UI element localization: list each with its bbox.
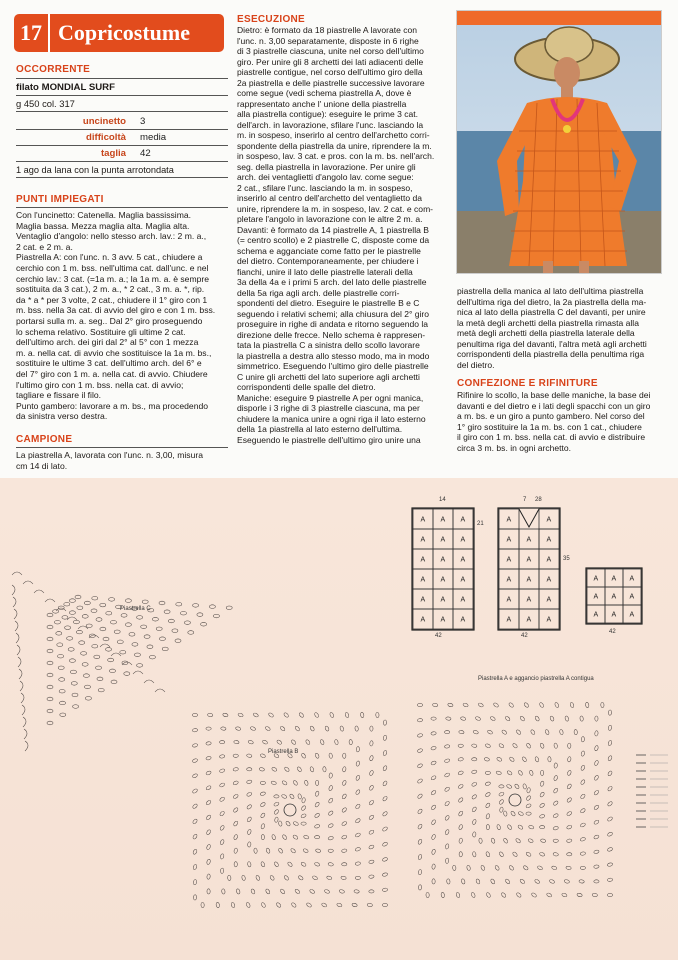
col3-text: piastrella della manica al lato dell'ultima piastrella dell'ultima riga del dietro, la 2a piastrella della ma- nica al lato della piastrella C del davanti, per unire la metà degli archetti della piastrella rimasta alla metà degli archetti della piastrella laterale della penultima riga del davanti, l'altra metà agli archetti corrispondenti della piastrella della penultima riga del dietro. bbox=[457, 286, 647, 370]
campione-section bbox=[16, 434, 228, 471]
pattern-title-banner bbox=[14, 14, 224, 52]
tile-letter: A bbox=[420, 516, 426, 524]
tile-letter: A bbox=[440, 576, 446, 584]
occorrente-heading: OCCORRENTE bbox=[16, 64, 91, 75]
tile-letter: A bbox=[440, 516, 446, 524]
crochet-charts bbox=[0, 555, 678, 955]
tile-letter: A bbox=[460, 536, 466, 544]
campione-heading: CAMPIONE bbox=[16, 434, 73, 445]
tile-letter: A bbox=[440, 616, 446, 624]
dim-label: 35 bbox=[563, 556, 570, 562]
tile-letter: A bbox=[546, 576, 552, 584]
tile-letter: A bbox=[526, 536, 532, 544]
tile-letter: A bbox=[629, 593, 635, 601]
tile-letter: A bbox=[506, 536, 512, 544]
tile-letter: A bbox=[611, 611, 617, 619]
tile-letter: A bbox=[420, 536, 426, 544]
tile-letter: A bbox=[526, 596, 532, 604]
needle-note: 1 ago da lana con la punta arrotondata bbox=[16, 165, 174, 175]
yarn-name: filato MONDIAL SURF bbox=[16, 82, 115, 93]
tile-letter: A bbox=[546, 596, 552, 604]
model-photo bbox=[456, 10, 662, 274]
pattern-number: 17 bbox=[14, 14, 50, 52]
chart-piastrella-a bbox=[417, 702, 613, 898]
tile-letter: A bbox=[420, 556, 426, 564]
occorrente-section bbox=[16, 64, 228, 178]
esecuzione-section bbox=[237, 14, 449, 445]
chart-legend bbox=[636, 755, 668, 827]
tile-letter: A bbox=[460, 576, 466, 584]
chart-piastrella-b bbox=[192, 712, 388, 908]
dim-label: 21 bbox=[477, 521, 484, 527]
tile-letter: A bbox=[546, 616, 552, 624]
tile-letter: A bbox=[593, 611, 599, 619]
punti-heading: PUNTI IMPIEGATI bbox=[16, 194, 104, 205]
tile-letter: A bbox=[420, 596, 426, 604]
tile-letter: A bbox=[546, 536, 552, 544]
tile-letter: A bbox=[440, 596, 446, 604]
tile-letter: A bbox=[506, 596, 512, 604]
punti-text: Con l'uncinetto: Catenella. Maglia bassissima. Maglia bassa. Mezza maglia alta. Maglia alta. Ventaglio d'angolo: nello stesso arch. lav.: 2 m. a., 2 cat. e 2 m. a. Piastrella A: con l'unc. n. 3 avv. 5 cat., chiudere a cerchio con 1 m. bss. nell'ultima cat. dall'unc. e nel cerchio lav.: 3 cat. (=1a m. a.; la 1a m. a. è sempre sostituita da 3 cat.), 2 m. a., * 2 cat., 3 m. a. *, rip. da * a * per 3 volte, 2 cat., chiudere il 1° giro con 1 m. bss. nella 3a cat. di avvio del giro e con 1 m. bss. portarsi sulla m. a. seg.. Dal 2° giro proseguendo lo schema relativo. Sostituire gli ultime 2 cat. dell'ultimo arch. dei giri dal 2° al 5° con 1 mezza m. a. nella cat. di avvio che sostituisce la 1a m. bs., sostituire le ultime 3 cat. dell'ultimo arch. del 6° e del 7° giro con 1 m. a. nella cat. di avvio. Chiudere l'ultimo giro con 1 m. bss. nella cat. di avvio; tagliare e fissare il filo. Punto gambero: lavorare a m. bs., ma procedendo da sinistra verso destra. bbox=[16, 210, 216, 422]
confezione-text: Rifinire lo scollo, la base delle maniche, la base dei davanti e del dietro e i lati degli spacchi con un giro a m. bs. e un giro a punto gambero. Nel corso del 1° giro sostituire la 1a m. bs. con 1 cat., chiudere il giro con 1 m. bss. nella cat. di avvio e distribuire circa 3 m. bs. in ogni archetto. bbox=[457, 390, 651, 453]
dim-label: 14 bbox=[439, 497, 446, 503]
tile-letter: A bbox=[460, 616, 466, 624]
dim-label: 28 bbox=[535, 497, 542, 503]
confezione-heading: CONFEZIONE E RIFINITURE bbox=[457, 378, 598, 389]
yarn-amount: g 450 col. 317 bbox=[16, 98, 75, 109]
dim-label: 7 bbox=[523, 497, 527, 503]
chart-a-label: Piastrella A e aggancio piastrella A contigua bbox=[478, 676, 594, 682]
tile-letter: A bbox=[420, 576, 426, 584]
tile-letter: A bbox=[440, 536, 446, 544]
tile-letter: A bbox=[460, 516, 466, 524]
spec-row-size: taglia 42 bbox=[100, 148, 151, 159]
tile-letter: A bbox=[506, 556, 512, 564]
tile-letter: A bbox=[546, 556, 552, 564]
tile-letter: A bbox=[526, 616, 532, 624]
tile-letter: A bbox=[420, 616, 426, 624]
dim-label: 42 bbox=[435, 633, 442, 639]
spec-row-hook: uncinetto 3 bbox=[82, 116, 146, 127]
esecuzione-text: Dietro: è formato da 18 piastrelle A lavorate con l'unc. n. 3,00 separatamente, disposte in 6 righe di 3 piastrelle ciascuna, unite nel corso dell'ultimo giro. Per unire gli 8 archetti dei lati adiacenti delle piastrelle contigue, nel corso dell'ultimo giro della 2a piastrella e delle piastrelle successive lavorare come segue (vedi schema piastrella A, dove è rappresentato anche l' unione della piastrella alla piastrella contigue): eseguire le prime 3 cat. dell'arch. in lavorazione, sfilare l'unc. lasciando la m. in sospeso, inserirlo al centro dell'archetto corri- spondente della piastrella da unire, riprendere la m. in sospeso, lav. 3 cat. e pros. con la m. bs. nell'arch. seg. della piastrella in lavorazione. Per unire gli arch. dei ventaglietti d'angolo lav. come segue: 2 cat., sfilare l'unc. lasciando la m. in sospeso, inserirlo al centro dell'archetto del ventaglietto da unire, riprendere la m. in sospeso, lav. 2 cat. e com- pletare l'angolo in lavorazione con le altre 2 m. a. Davanti: è formato da 14 piastrelle A, 1 piastrella B (= centro scollo) e 2 piastrelle C, disposte come da schema e agganciate come fatto per le piastrelle del dietro. Contemporaneamente, per chiudere i fianchi, unire il lato delle piastrelle laterali della 3a della 4a e i primi 5 arch. del lato delle piastrelle della 5a riga agli arch. delle piastrelle corri- spondenti del dietro. Eseguire le piastrelle B e C seguendo i relativi schemi; alla chiusura del 2° giro proseguire in righe di andata e ritorno seguendo la direzione delle frecce. Nello schema è rappresen- tata la piastrella C a sinistra dello scollo lavorare la piastrella a destra allo stesso modo, ma in modo simmetrico. Eseguendo l'ultimo giro delle piastrelle C unire gli archetti del lato superiore agli archetti corrispondenti delle spalle del dietro. Maniche: eseguire 9 piastrelle A per ogni manica, disporle i 3 righe di 3 piastrelle ciascuna, ma per chiudere la manica unire a ogni riga il lato esterno della 1a piastrella al lato esterno dell'ultima. Eseguendo le piastrelle dell'ultimo giro unire una bbox=[237, 25, 435, 445]
tile-letter: A bbox=[460, 596, 466, 604]
dim-label: 42 bbox=[521, 633, 528, 639]
tile-letter: A bbox=[506, 516, 512, 524]
esecuzione-heading: ESECUZIONE bbox=[237, 14, 306, 25]
tile-letter: A bbox=[546, 516, 552, 524]
tile-letter: A bbox=[629, 611, 635, 619]
tile-letter: A bbox=[629, 575, 635, 583]
tile-letter: A bbox=[611, 575, 617, 583]
chart-c-label: Piastrella C bbox=[120, 606, 151, 612]
chart-piastrella-c bbox=[12, 572, 232, 751]
campione-text: La piastrella A, lavorata con l'unc. n. 3,00, misura cm 14 di lato. bbox=[16, 450, 203, 471]
dim-label: 42 bbox=[609, 629, 616, 635]
col3-section bbox=[457, 286, 669, 453]
tile-letter: A bbox=[506, 616, 512, 624]
spec-row-difficulty: difficoltà media bbox=[86, 132, 167, 143]
chart-b-label: Piastrella B bbox=[268, 749, 299, 755]
punti-section bbox=[16, 194, 228, 422]
tile-letter: A bbox=[460, 556, 466, 564]
tile-letter: A bbox=[526, 576, 532, 584]
tile-letter: A bbox=[611, 593, 617, 601]
tile-letter: A bbox=[526, 556, 532, 564]
tile-letter: A bbox=[506, 576, 512, 584]
pattern-title: Copricostume bbox=[58, 20, 190, 45]
tile-letter: A bbox=[440, 556, 446, 564]
tile-letter: A bbox=[593, 593, 599, 601]
tile-letter: A bbox=[593, 575, 599, 583]
